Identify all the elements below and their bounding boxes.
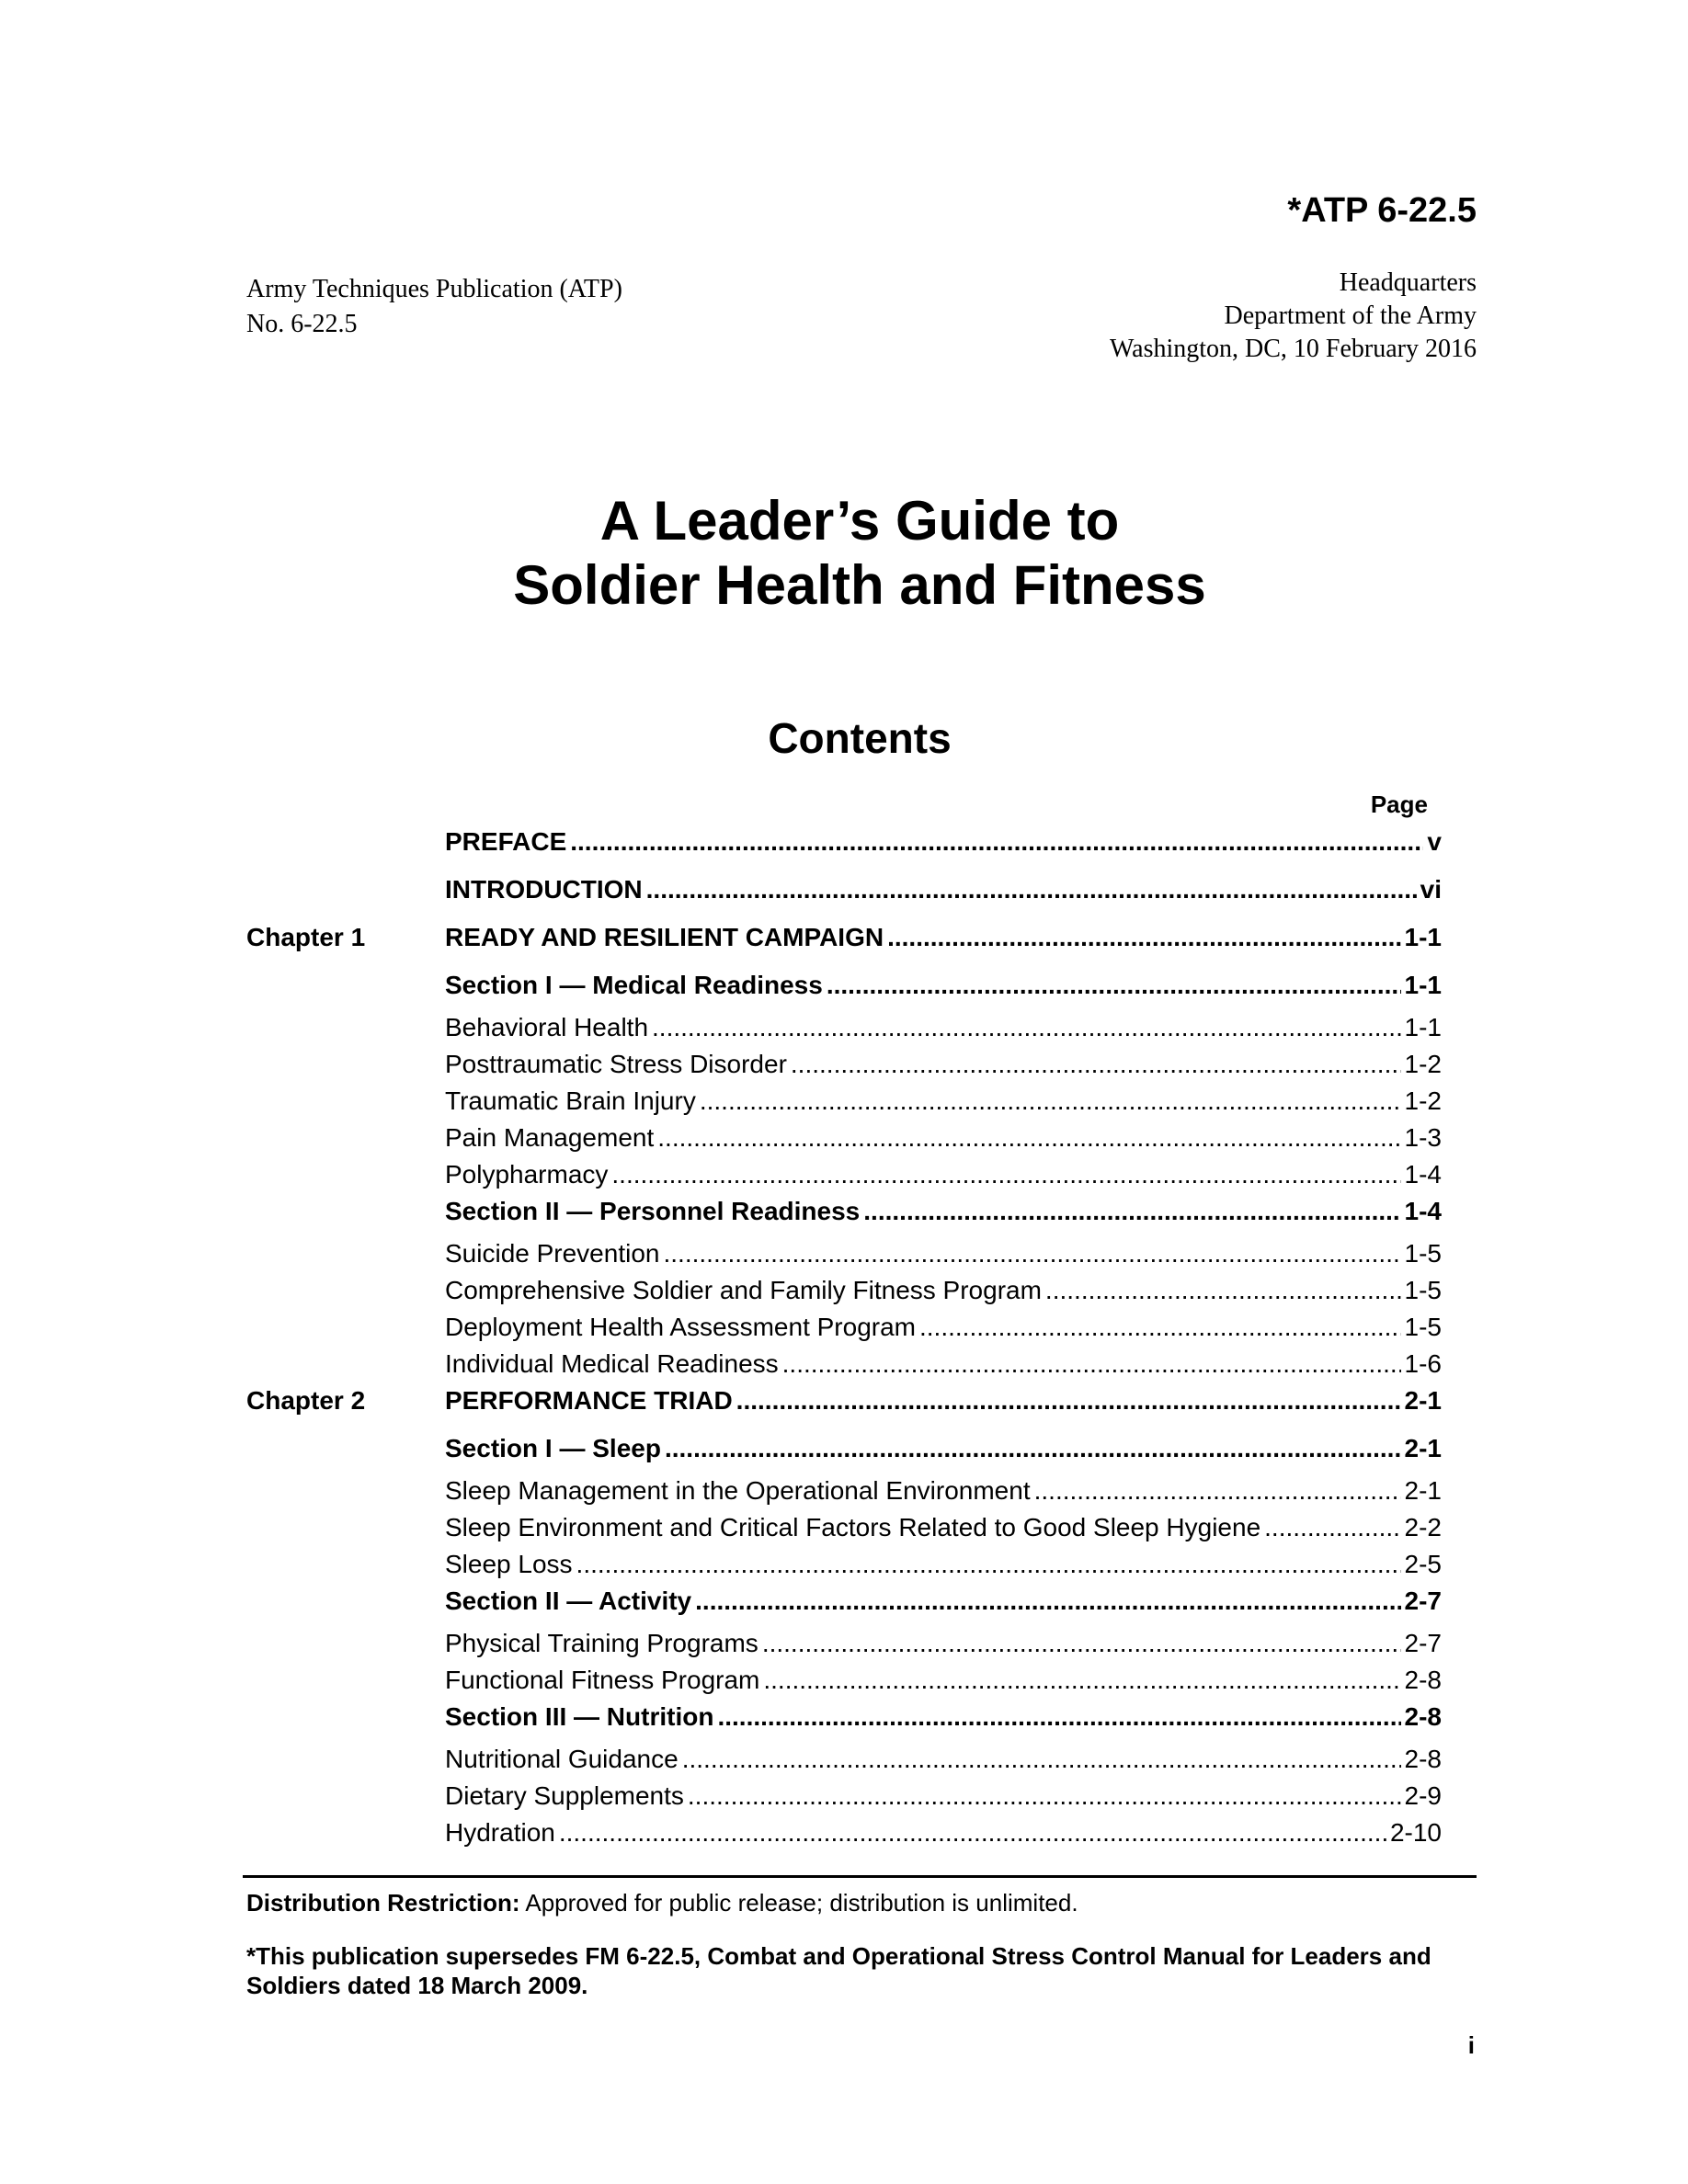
toc-leader-dots — [887, 923, 1400, 952]
toc-row — [246, 1276, 1442, 1313]
toc-row — [246, 971, 1442, 1013]
toc-leader-dots — [663, 1239, 1400, 1268]
toc-row — [246, 1313, 1442, 1349]
toc-leader-dots — [1264, 1513, 1400, 1542]
toc-row — [246, 1587, 1442, 1629]
toc-entry-title: PERFORMANCE TRIAD — [445, 1386, 733, 1415]
toc-entry-title: Sleep Environment and Critical Factors Related to Good Sleep Hygiene — [445, 1513, 1261, 1541]
toc-entry — [445, 1587, 1442, 1616]
toc-entries — [246, 827, 1442, 1855]
toc-entry — [445, 1086, 1442, 1116]
toc-leader-dots — [1045, 1276, 1401, 1305]
toc-entry-title: Hydration — [445, 1818, 555, 1847]
toc-row — [246, 1197, 1442, 1239]
toc-entry-page: 1-1 — [1404, 1013, 1442, 1041]
toc-entry-page: v — [1427, 827, 1442, 856]
toc-entry — [445, 1123, 1442, 1153]
toc-entry — [445, 1197, 1442, 1226]
toc-leader-dots — [657, 1123, 1400, 1153]
toc-entry-page: 1-4 — [1404, 1160, 1442, 1189]
toc-row — [246, 827, 1442, 875]
toc-entry-page: 2-8 — [1404, 1745, 1442, 1773]
toc-entry-title: PREFACE — [445, 827, 567, 856]
location-date-line: Washington, DC, 10 February 2016 — [1109, 335, 1477, 363]
publication-info — [246, 272, 622, 342]
toc-entry-page: 2-1 — [1404, 1386, 1442, 1415]
toc-entry — [445, 1745, 1442, 1774]
toc-entry — [445, 971, 1442, 1000]
toc-entry-title: Suicide Prevention — [445, 1239, 660, 1268]
toc-row — [246, 1745, 1442, 1781]
toc-entry-page: 2-8 — [1404, 1702, 1442, 1731]
toc-entry-page: 2-5 — [1404, 1550, 1442, 1578]
toc-chapter-label: Chapter 1 — [246, 923, 366, 951]
toc-row — [246, 1013, 1442, 1050]
toc-entry — [445, 1349, 1442, 1379]
toc-entry-page: 2-1 — [1404, 1434, 1442, 1462]
toc-row — [246, 1434, 1442, 1476]
toc-row — [246, 1160, 1442, 1197]
toc-entry-page: 2-7 — [1404, 1629, 1442, 1657]
toc-entry-page: 1-4 — [1404, 1197, 1442, 1225]
toc-entry-page: 1-5 — [1404, 1313, 1442, 1341]
toc-leader-dots — [863, 1197, 1400, 1226]
toc-leader-dots — [646, 875, 1417, 904]
toc-leader-dots — [576, 1550, 1401, 1579]
toc-entry — [445, 1434, 1442, 1463]
headquarters-info — [1110, 267, 1477, 366]
toc-leader-dots — [695, 1587, 1400, 1616]
toc-entry-page: 1-3 — [1404, 1123, 1442, 1152]
toc-entry-title: Individual Medical Readiness — [445, 1349, 779, 1378]
toc-entry — [445, 1513, 1442, 1542]
toc-row — [246, 1239, 1442, 1276]
toc-entry — [445, 1476, 1442, 1506]
toc-entry — [445, 827, 1442, 857]
toc-leader-dots — [791, 1050, 1401, 1079]
toc-entry-title: Section II — Personnel Readiness — [445, 1197, 861, 1225]
toc-row — [246, 1349, 1442, 1386]
toc-entry-title: Dietary Supplements — [445, 1781, 684, 1810]
toc-entry-title: INTRODUCTION — [445, 875, 643, 904]
distribution-text: Approved for public release; distribution is unlimited. — [525, 1889, 1078, 1917]
toc-entry-page: 1-2 — [1404, 1050, 1442, 1078]
document-title — [0, 489, 1688, 618]
toc-leader-dots — [559, 1818, 1386, 1848]
toc-leader-dots — [688, 1781, 1401, 1811]
toc-leader-dots — [652, 1013, 1401, 1042]
toc-leader-dots — [782, 1349, 1401, 1379]
toc-entry-page: 2-2 — [1404, 1513, 1442, 1541]
toc-entry-page: vi — [1420, 875, 1442, 904]
toc-entry — [445, 1050, 1442, 1079]
toc-leader-dots — [665, 1434, 1401, 1463]
toc-entry-title: Behavioral Health — [445, 1013, 649, 1041]
distribution-restriction — [246, 1889, 1078, 1917]
publication-type: Army Techniques Publication (ATP) — [246, 275, 622, 303]
toc-row — [246, 1050, 1442, 1086]
toc-leader-dots — [1034, 1476, 1401, 1506]
table-of-contents — [246, 791, 1442, 1855]
toc-entry-page: 2-7 — [1404, 1587, 1442, 1615]
toc-row — [246, 1666, 1442, 1702]
department-line: Department of the Army — [1224, 301, 1477, 330]
toc-entry — [445, 1666, 1442, 1695]
toc-row — [246, 1781, 1442, 1818]
publication-number: No. 6-22.5 — [246, 310, 358, 338]
toc-entry — [445, 1313, 1442, 1342]
toc-entry-page: 1-5 — [1404, 1276, 1442, 1304]
supersedes-note: *This publication supersedes FM 6-22.5, Combat and Operational Stress Control Manual for Leaders and Soldiers dated 18 March 2009. — [246, 1942, 1431, 1999]
toc-entry — [445, 1702, 1442, 1732]
headquarters-line: Headquarters — [1339, 268, 1477, 297]
toc-row — [246, 923, 1442, 971]
toc-chapter-label: Chapter 2 — [246, 1386, 366, 1415]
distribution-divider — [243, 1875, 1477, 1878]
toc-entry-title: Physical Training Programs — [445, 1629, 758, 1657]
toc-leader-dots — [717, 1702, 1400, 1732]
toc-row — [246, 875, 1442, 923]
toc-row — [246, 1818, 1442, 1855]
toc-entry — [445, 1386, 1442, 1416]
toc-entry-title: Section II — Activity — [445, 1587, 692, 1615]
toc-entry-page: 2-9 — [1404, 1781, 1442, 1810]
toc-entry-title: Posttraumatic Stress Disorder — [445, 1050, 787, 1078]
toc-entry-title: Deployment Health Assessment Program — [445, 1313, 916, 1341]
toc-entry-page: 1-1 — [1404, 971, 1442, 999]
toc-entry-title: Sleep Loss — [445, 1550, 573, 1578]
toc-leader-dots — [682, 1745, 1401, 1774]
toc-entry-title: Traumatic Brain Injury — [445, 1086, 696, 1115]
toc-entry — [445, 1818, 1442, 1848]
toc-row — [246, 1550, 1442, 1587]
toc-leader-dots — [763, 1666, 1400, 1695]
page-number: i — [1467, 2031, 1475, 2059]
toc-entry-page: 2-8 — [1404, 1666, 1442, 1694]
toc-entry — [445, 1239, 1442, 1268]
toc-leader-dots — [762, 1629, 1401, 1658]
document-id: *ATP 6-22.5 — [1287, 191, 1477, 230]
page-column-label: Page — [1370, 791, 1428, 818]
toc-leader-dots — [736, 1386, 1401, 1416]
toc-entry-title: Section I — Sleep — [445, 1434, 661, 1462]
toc-entry-title: Polypharmacy — [445, 1160, 609, 1189]
title-line-2: Soldier Health and Fitness — [513, 554, 1206, 616]
toc-entry-title: Pain Management — [445, 1123, 655, 1152]
toc-row — [246, 1123, 1442, 1160]
toc-entry-title: Nutritional Guidance — [445, 1745, 679, 1773]
distribution-label: Distribution Restriction: — [246, 1889, 520, 1917]
title-line-1: A Leader’s Guide to — [599, 490, 1120, 552]
toc-entry — [445, 1629, 1442, 1658]
toc-entry-title: Section I — Medical Readiness — [445, 971, 823, 999]
toc-row — [246, 1702, 1442, 1745]
toc-row — [246, 1513, 1442, 1550]
toc-entry-title: READY AND RESILIENT CAMPAIGN — [445, 923, 884, 951]
toc-entry — [445, 1013, 1442, 1042]
toc-entry-title: Section III — Nutrition — [445, 1702, 714, 1731]
toc-entry-page: 2-10 — [1389, 1818, 1442, 1847]
toc-entry — [445, 1160, 1442, 1189]
toc-entry — [445, 875, 1442, 904]
toc-entry-title: Comprehensive Soldier and Family Fitness Program — [445, 1276, 1042, 1304]
toc-leader-dots — [611, 1160, 1400, 1189]
toc-entry — [445, 1276, 1442, 1305]
toc-entry — [445, 923, 1442, 952]
toc-entry-title: Functional Fitness Program — [445, 1666, 760, 1694]
contents-heading: Contents — [768, 714, 952, 762]
toc-row — [246, 1629, 1442, 1666]
toc-leader-dots — [827, 971, 1401, 1000]
toc-entry-page: 2-1 — [1404, 1476, 1442, 1505]
toc-entry-title: Sleep Management in the Operational Environment — [445, 1476, 1031, 1505]
toc-leader-dots — [700, 1086, 1401, 1116]
toc-entry — [445, 1781, 1442, 1811]
toc-row — [246, 1086, 1442, 1123]
toc-entry-page: 1-2 — [1404, 1086, 1442, 1115]
toc-entry-page: 1-1 — [1404, 923, 1442, 951]
toc-row — [246, 1476, 1442, 1513]
toc-entry — [445, 1550, 1442, 1579]
toc-leader-dots — [919, 1313, 1401, 1342]
toc-entry-page: 1-6 — [1404, 1349, 1442, 1378]
toc-entry-page: 1-5 — [1404, 1239, 1442, 1268]
toc-leader-dots — [570, 827, 1423, 857]
toc-row — [246, 1386, 1442, 1434]
